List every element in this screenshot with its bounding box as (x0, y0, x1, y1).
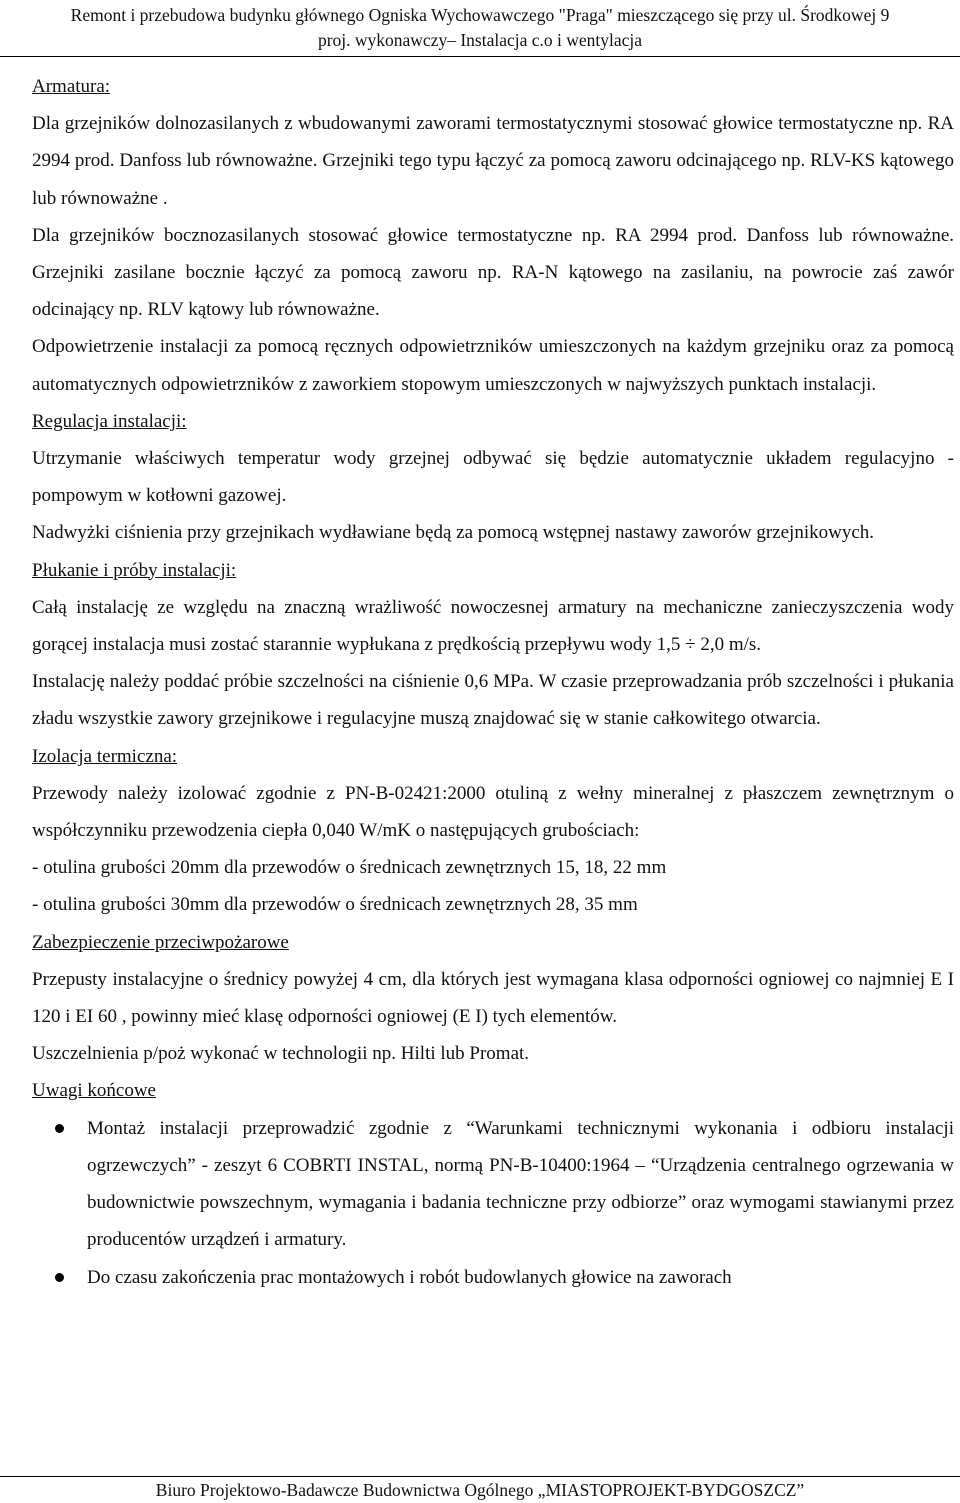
page-footer (0, 1478, 960, 1503)
paragraph: Utrzymanie właściwych temperatur wody grzejnej odbywać się będzie automatycznie układem regulacyjno - pompowym w kotłowni gazowej. (32, 448, 954, 507)
section-heading-plukanie: Płukanie i próby instalacji: (32, 559, 237, 581)
section-heading-izolacja: Izolacja termiczna: (32, 745, 178, 767)
section-heading-uwagi: Uwagi końcowe (32, 1080, 156, 1102)
document-body (32, 68, 954, 1296)
section-heading-regulacja: Regulacja instalacji: (32, 410, 187, 432)
paragraph: Całą instalację ze względu na znaczną wrażliwość nowoczesnej armatury na mechaniczne zanieczyszczenia wody gorącej instalacja musi zostać starannie wypłukana z prędkością przepływu wody 1,5 ÷ 2,0 m/s. (32, 596, 954, 656)
paragraph: Przewody należy izolować zgodnie z PN-B-02421:2000 otuliną z wełny mineralnej z płaszczem zewnętrznym o współczynniku przewodzenia ciepła 0,040 W/mK o następujących grubościach: (32, 782, 954, 842)
bullet-icon (55, 1124, 64, 1133)
paragraph: - otulina grubości 20mm dla przewodów o średnicach zewnętrznych 15, 18, 22 mm (32, 857, 667, 879)
list-item-text: Do czasu zakończenia prac montażowych i robót budowlanych głowice na zaworach (87, 1266, 732, 1288)
paragraph: Przepusty instalacyjne o średnicy powyżej 4 cm, dla których jest wymagana klasa odporności ogniowej co najmniej E I 120 i EI 60 , powinny mieć klasę odporności ogniowej (E I) tych elementów. (32, 968, 954, 1028)
page-header (0, 0, 960, 59)
paragraph: Odpowietrzenie instalacji za pomocą ręcznych odpowietrzników umieszczonych na każdym grzejniku oraz za pomocą automatycznych odpowietrzników z zaworkiem stopowym umieszczonych w najwyższych punktach instalacji. (32, 336, 954, 395)
paragraph: Uszczelnienia p/poż wykonać w technologii np. Hilti lub Promat. (32, 1043, 530, 1065)
section-heading-zabezpieczenie: Zabezpieczenie przeciwpożarowe (32, 931, 289, 953)
bullet-icon (55, 1273, 64, 1282)
header-title: Remont i przebudowa budynku głównego Ogniska Wychowawczego "Praga" mieszczącego się przy ul. Środkowej 9 (70, 5, 890, 25)
section-heading-armatura: Armatura: (32, 76, 111, 97)
header-subtitle: proj. wykonawczy– Instalacja c.o i wentylacja (317, 30, 643, 50)
list-item-text: Montaż instalacji przeprowadzić zgodnie z “Warunkami technicznymi wykonania i odbioru instalacji ogrzewczych” - zeszyt 6 COBRTI INSTAL, normą PN-B-10400:1964 – “Urządzenia centralnego ogrzewania w budownictwie powszechnym, wymagania i badania techniczne przy odbiorze” oraz wymogami stawianymi przez producentów urządzeń i armatury. (87, 1117, 954, 1251)
paragraph: Dla grzejników bocznozasilanych stosować głowice termostatyczne np. RA 2994 prod. Danfoss lub równoważne. Grzejniki zasilane bocznie łączyć za pomocą zaworu np. RA-N kątowego na zasilaniu, na powrocie zaś zawór odcinający np. RLV kątowy lub równoważne. (32, 224, 954, 321)
paragraph: Dla grzejników dolnozasilanych z wbudowanymi zaworami termostatycznymi stosować głowice termostatyczne np. RA 2994 prod. Danfoss lub równoważne. Grzejniki tego typu łączyć za pomocą zaworu odcinającego np. RLV-KS kątowego lub równoważne . (32, 113, 954, 209)
list-item (32, 1110, 954, 1259)
footer-text: Biuro Projektowo-Badawcze Budownictwa Ogólnego „MIASTOPROJEKT-BYDGOSZCZ” (155, 1480, 805, 1500)
list-item (32, 1259, 954, 1296)
paragraph: Nadwyżki ciśnienia przy grzejnikach wydławiane będą za pomocą wstępnej nastawy zaworów grzejnikowych. (32, 522, 875, 544)
bullet-list (32, 1110, 954, 1296)
paragraph: - otulina grubości 30mm dla przewodów o średnicach zewnętrznych 28, 35 mm (32, 894, 638, 916)
header-rule (0, 56, 960, 57)
footer-rule (0, 1476, 960, 1477)
paragraph: Instalację należy poddać próbie szczelności na ciśnienie 0,6 MPa. W czasie przeprowadzania prób szczelności i płukania zładu wszystkie zawory grzejnikowe i regulacyjne muszą znajdować się w stanie całkowitego otwarcia. (32, 671, 954, 730)
